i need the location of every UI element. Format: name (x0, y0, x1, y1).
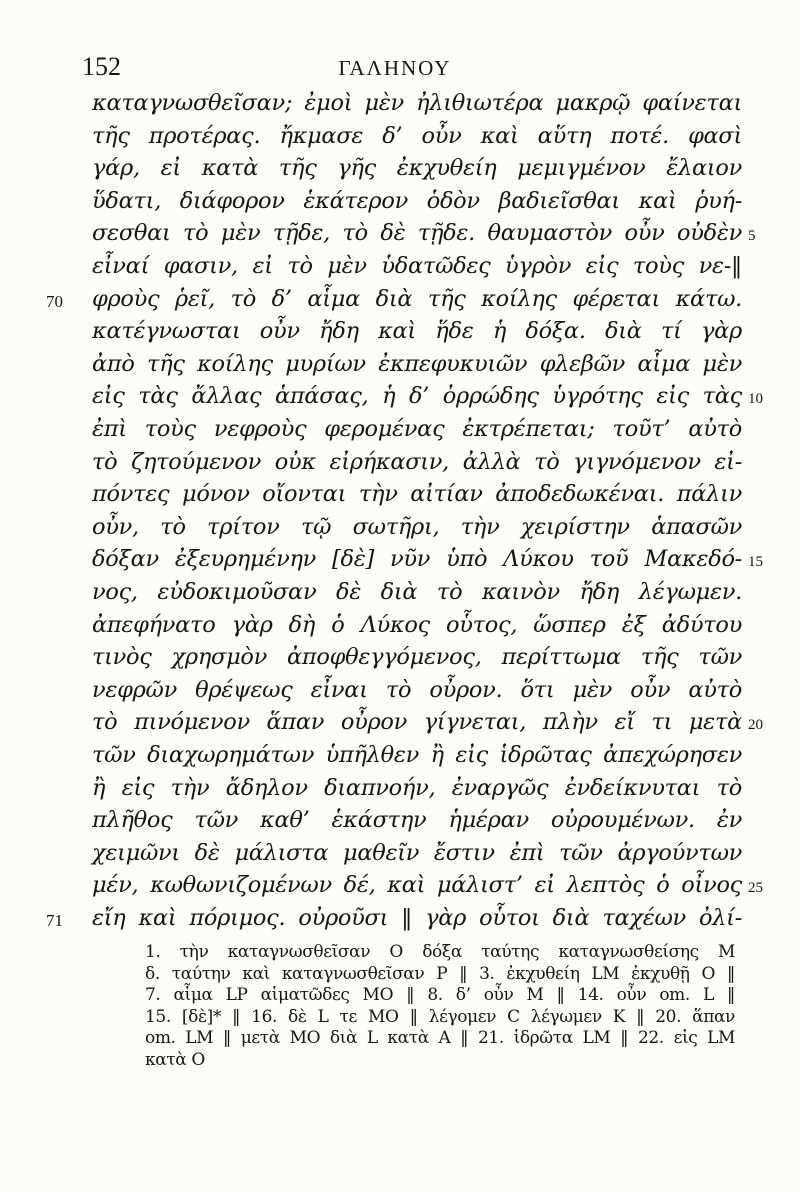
line-text: τῆς προτέρας. ἤκμασε δ’ οὖν καὶ αὕτη ποτέ. φασὶ (92, 122, 742, 149)
text-line (0, 286, 800, 322)
line-text: νεφρῶν θρέψεως εἶναι τὸ οὖρον. ὅτι μὲν οὖν αὐτὸ (92, 676, 742, 703)
line-text: χειμῶνι δὲ μάλιστα μαθεῖν ἔστιν ἐπὶ τῶν ἀργούντων (92, 839, 742, 866)
line-text: νος, εὐδοκιμοῦσαν δὲ διὰ τὸ καινὸν ἤδη λέγωμεν. (92, 579, 742, 605)
apparatus-line: κατὰ O (145, 1049, 205, 1070)
line-text: εἴη καὶ πόριμος. οὐροῦσι ‖ γὰρ οὗτοι διὰ ταχέων ὀλί- (92, 905, 742, 931)
margin-page-ref: 71 (46, 911, 63, 930)
line-text: πόντες μόνον οἴονται τὴν αἰτίαν ἀποδεδωκέναι. πάλιν (92, 481, 742, 508)
line-text: ἀπὸ τῆς κοίλης μυρίων ἐκπεφυκυιῶν φλεβῶν αἷμα μὲν (92, 350, 742, 377)
line-text: κατέγνωσται οὖν ἤδη καὶ ἥδε ἡ δόξα. διὰ τί γὰρ (92, 318, 742, 345)
apparatus-line: 7. αἷμα LP αἱματῶδες MO ‖ 8. δ’ οὖν M ‖ 14. οὖν om. L ‖ (145, 985, 735, 1005)
text-line (0, 123, 800, 159)
line-text: τὸ πινόμενον ἅπαν οὖρον γίγνεται, πλὴν εἴ τι μετὰ (92, 709, 742, 736)
text-line (0, 90, 800, 126)
margin-line-number: 15 (748, 554, 763, 571)
line-text: σεσθαι τὸ μὲν τῇδε, τὸ δὲ τῇδε. θαυμαστὸν οὖν οὐδὲν (92, 220, 742, 247)
page-header (70, 52, 720, 86)
line-text: καταγνωσθεῖσαν; ἐμοὶ μὲν ἠλιθιωτέρα μακρῷ φαίνεται (92, 90, 742, 116)
text-line (0, 905, 800, 941)
text-line (0, 840, 800, 876)
text-line (0, 188, 800, 224)
text-line (0, 318, 800, 354)
text-line (0, 872, 800, 908)
margin-line-number: 5 (748, 228, 756, 245)
apparatus-line: om. LM ‖ μετὰ MO διὰ L κατὰ A ‖ 21. ἱδρῶτα LM ‖ 22. εἰς LM (145, 1028, 735, 1048)
text-line (0, 546, 800, 582)
text-line (0, 253, 800, 289)
text-line (0, 383, 800, 419)
text-line (0, 742, 800, 778)
line-text: φροὺς ῥεῖ, τὸ δ’ αἷμα διὰ τῆς κοίλης φέρεται κάτω. (92, 285, 742, 312)
text-line (0, 481, 800, 517)
text-line (0, 612, 800, 648)
line-text: οὖν, τὸ τρίτον τῷ σωτῆρι, τὴν χειρίστην ἁπασῶν (92, 513, 742, 540)
line-text: τῶν διαχωρημάτων ὑπῆλθεν ἢ εἰς ἱδρῶτας ἀπεχώρησεν (92, 742, 742, 768)
text-line (0, 709, 800, 745)
text-line (0, 775, 800, 811)
line-text: ἢ εἰς τὴν ἄδηλον διαπνοήν, ἐναργῶς ἐνδείκνυται τὸ (92, 774, 742, 801)
text-line (0, 677, 800, 713)
line-text: τινὸς χρησμὸν ἀποφθεγγόμενος, περίττωμα τῆς τῶν (92, 644, 742, 671)
line-text: γάρ, εἰ κατὰ τῆς γῆς ἐκχυθείη μεμιγμένον ἔλαιον (92, 155, 742, 182)
apparatus-line: 15. [δὲ]* ‖ 16. δὲ L τε MO ‖ λέγομεν C λέγωμεν K ‖ 20. ἅπαν (145, 1006, 735, 1027)
text-line (0, 351, 800, 387)
line-text: ἀπεφήνατο γὰρ δὴ ὁ Λύκος οὗτος, ὥσπερ ἐξ ἀδύτου (92, 611, 742, 638)
line-text: μέν, κωθωνιζομένων δέ, καὶ μάλιστ’ εἰ λεπτὸς ὁ οἶνος (92, 872, 742, 899)
apparatus-line: 1. τὴν καταγνωσθεῖσαν O δόξα ταύτης καταγνωσθείσης M (145, 942, 735, 962)
critical-apparatus (145, 942, 735, 1071)
line-text: ὕδατι, διάφορον ἑκάτερον ὁδὸν βαδιεῖσθαι καὶ ῥυή- (92, 187, 742, 214)
page-number: 152 (82, 52, 121, 81)
text-line (0, 807, 800, 843)
text-line (0, 449, 800, 485)
text-line (0, 514, 800, 550)
line-text: εἶναί φασιν, εἰ τὸ μὲν ὑδατῶδες ὑγρὸν εἰς τοὺς νε-‖ (92, 253, 742, 279)
text-line (0, 644, 800, 680)
line-text: δόξαν ἐξευρημένην [δὲ] νῦν ὑπὸ Λύκου τοῦ Μακεδό- (92, 546, 742, 573)
line-text: ἐπὶ τοὺς νεφροὺς φερομένας ἐκτρέπεται; τοῦτ’ αὐτὸ (92, 416, 742, 442)
line-text: τὸ ζητούμενον οὐκ εἰρήκασιν, ἀλλὰ τὸ γιγνόμενον εἰ- (92, 448, 742, 475)
line-text: πλῆθος τῶν καθ’ ἑκάστην ἡμέραν οὐρουμένων. ἐν (92, 807, 742, 834)
line-text: εἰς τὰς ἄλλας ἁπάσας, ἡ δ’ ὀρρώδης ὑγρότης εἰς τὰς (92, 383, 742, 410)
margin-line-number: 10 (748, 391, 763, 408)
margin-page-ref: 70 (46, 291, 63, 311)
text-line (0, 220, 800, 256)
text-line (0, 416, 800, 452)
running-head: ΓΑΛΗΝΟΥ (338, 56, 452, 80)
margin-line-number: 20 (748, 717, 763, 734)
text-line (0, 579, 800, 615)
apparatus-line: δ. ταύτην καὶ καταγνωσθεῖσαν P ‖ 3. ἐκχυθείη LM ἐκχυθῇ O ‖ (145, 963, 735, 984)
text-line (0, 155, 800, 191)
margin-line-number: 25 (748, 880, 763, 897)
